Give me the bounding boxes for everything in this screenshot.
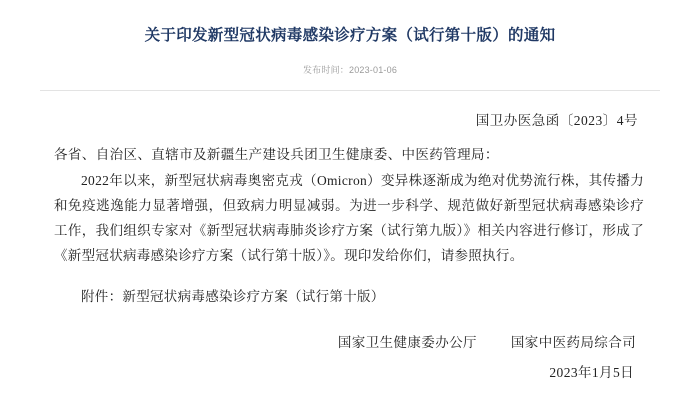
attachment-line: 附件：新型冠状病毒感染诊疗方案（试行第十版） <box>81 289 385 305</box>
page-title: 关于印发新型冠状病毒感染诊疗方案（试行第十版）的通知 <box>144 27 556 44</box>
publish-time-label: 发布时间： <box>302 65 349 76</box>
signature-block <box>40 331 660 351</box>
publish-meta <box>40 63 660 76</box>
body-paragraph: 2022年以来，新型冠状病毒奥密克戎（Omicron）变异株逐渐成为绝对优势流行株，其传播力和免疫逃逸能力显著增强，但致病力明显减弱。为进一步科学、规范做好新型冠状病毒感染诊疗工作，我们组织专家对《新型冠状病毒肺炎诊疗方案（试行第九版）》相关内容进行修订，形成了《新型冠状病毒感染诊疗方案（试行第十版）》。现印发给你们，请参照执行。 <box>54 173 644 264</box>
header-divider <box>40 90 660 91</box>
publish-time-value: 2023-01-06 <box>348 65 398 76</box>
signature-date: 2023年1月5日 <box>549 365 634 381</box>
signature-secondary: 国家中医药局综合司 <box>510 335 636 351</box>
document-number: 国卫办医急函〔2023〕4号 <box>475 113 638 129</box>
recipient-line: 各省、自治区、直辖市及新疆生产建设兵团卫生健康委、中医药管理局： <box>54 147 499 163</box>
signature-primary: 国家卫生健康委办公厅 <box>337 335 477 351</box>
